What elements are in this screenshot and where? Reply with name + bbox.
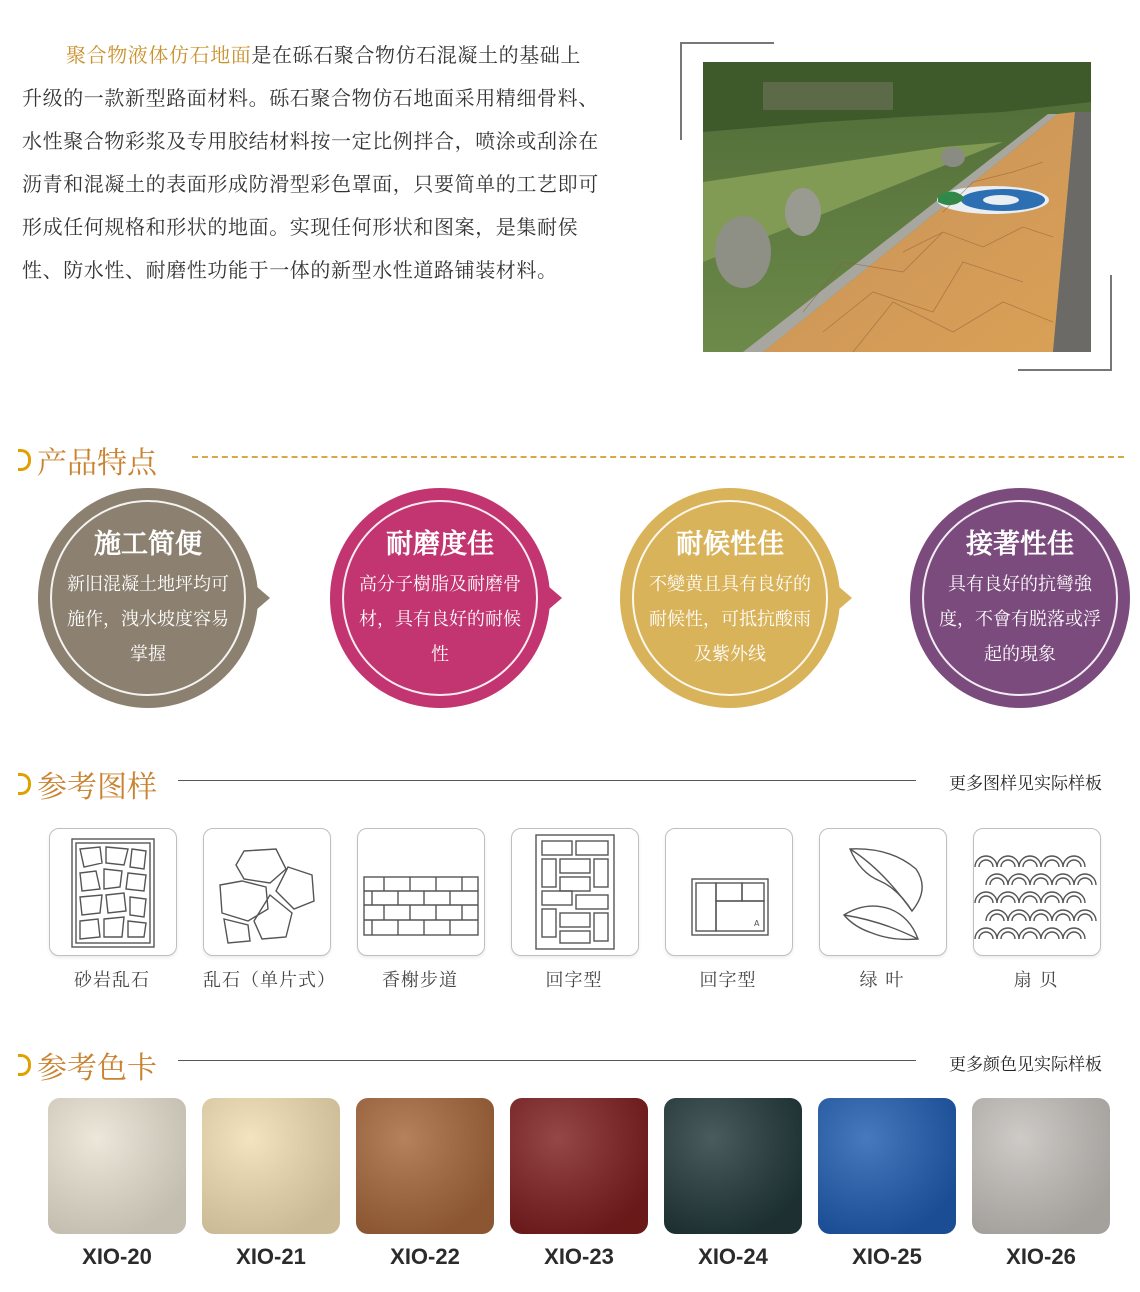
color-swatch <box>48 1098 186 1234</box>
intro-highlight: 聚合物液体仿石地面 <box>66 43 252 67</box>
color-swatch <box>818 1098 956 1234</box>
dashed-divider <box>192 456 1124 458</box>
pattern-tile <box>49 828 177 956</box>
pattern-tile <box>665 828 793 956</box>
pattern-label: 乱石（单片式） <box>203 970 336 991</box>
pattern-label: 回字型 <box>699 970 757 991</box>
feature-circle <box>910 488 1130 708</box>
hui-square-icon <box>666 829 792 955</box>
pattern-label: 香榭步道 <box>382 970 458 991</box>
color-swatch <box>356 1098 494 1234</box>
color-swatch <box>202 1098 340 1234</box>
feature-text: 新旧混凝土地坪均可施作，洩水坡度容易掌握 <box>67 574 229 665</box>
swatch-code: XIO-23 <box>544 1244 614 1269</box>
random-stone-single-icon <box>204 829 330 955</box>
swatch-code: XIO-20 <box>82 1244 152 1269</box>
brick-walkway-icon <box>358 829 484 955</box>
heading-marker-icon <box>18 449 31 471</box>
feature-title: 耐候性佳 <box>676 529 784 560</box>
pattern-tile <box>357 828 485 956</box>
heading-marker-icon <box>18 1054 31 1076</box>
feature-title: 施工简便 <box>94 529 202 560</box>
feature-circle <box>330 488 550 708</box>
intro-body: 是在砾石聚合物仿石混凝土的基础上升级的一款新型路面材料。砾石聚合物仿石地面采用精细骨料、水性聚合物彩浆及专用胶结材料按一定比例拌合，喷涂或刮涂在沥青和混凝土的表面形成防滑型彩色罩面，只要简单的工艺即可形成任何规格和形状的地面。实现任何形状和图案，是集耐侯性、防水性、耐磨性功能于一体的新型水性道路铺装材料。 <box>22 43 599 282</box>
arrow-right-icon <box>548 586 562 610</box>
feature-title: 耐磨度佳 <box>386 529 494 560</box>
pattern-tile <box>973 828 1101 956</box>
swatch-texture <box>972 1098 1110 1234</box>
scallop-icon <box>974 829 1100 955</box>
pattern-label: 回字型 <box>545 970 603 991</box>
pattern-tile <box>203 828 331 956</box>
hui-pattern-icon <box>512 829 638 955</box>
pattern-label: 绿 叶 <box>859 970 905 991</box>
swatch-texture <box>48 1098 186 1234</box>
feature-text: 高分子樹脂及耐磨骨材，具有良好的耐候性 <box>359 574 521 665</box>
pattern-label: 扇 贝 <box>1013 970 1059 991</box>
swatch-texture <box>510 1098 648 1234</box>
color-swatch <box>664 1098 802 1234</box>
swatch-code: XIO-26 <box>1006 1244 1076 1269</box>
feature-text: 不變黄且具有良好的耐候性，可抵抗酸雨及紫外线 <box>649 574 811 665</box>
swatch-texture <box>356 1098 494 1234</box>
patterns-note: 更多图样见实际样板 <box>949 774 1102 794</box>
swatch-code: XIO-24 <box>698 1244 768 1269</box>
swatch-texture <box>202 1098 340 1234</box>
feature-title: 接著性佳 <box>966 529 1074 560</box>
swatch-texture <box>818 1098 956 1234</box>
patterns-heading: 参考图样 <box>18 762 157 806</box>
road-photo <box>703 62 1091 352</box>
pattern-label: 砂岩乱石 <box>74 970 150 991</box>
features-heading: 产品特点 <box>18 438 157 482</box>
heading-marker-icon <box>18 773 31 795</box>
arrow-right-icon <box>838 586 852 610</box>
feature-text: 具有良好的抗彎強度，不會有脱落或浮起的現象 <box>939 574 1101 665</box>
color-swatch <box>972 1098 1110 1234</box>
colors-note: 更多颜色见实际样板 <box>949 1055 1102 1075</box>
swatch-code: XIO-22 <box>390 1244 460 1269</box>
feature-circle <box>38 488 258 708</box>
color-swatch <box>510 1098 648 1234</box>
leaf-icon <box>820 829 946 955</box>
divider-line <box>178 1060 916 1061</box>
arrow-right-icon <box>256 586 270 610</box>
swatch-code: XIO-25 <box>852 1244 922 1269</box>
svg-text:A: A <box>754 919 760 928</box>
pattern-tile <box>819 828 947 956</box>
feature-circle <box>620 488 840 708</box>
swatch-texture <box>664 1098 802 1234</box>
divider-line <box>178 780 916 781</box>
swatch-code: XIO-21 <box>236 1244 306 1269</box>
sandstone-random-icon <box>50 829 176 955</box>
intro-paragraph <box>22 34 600 292</box>
colors-heading: 参考色卡 <box>18 1043 157 1087</box>
pattern-tile <box>511 828 639 956</box>
